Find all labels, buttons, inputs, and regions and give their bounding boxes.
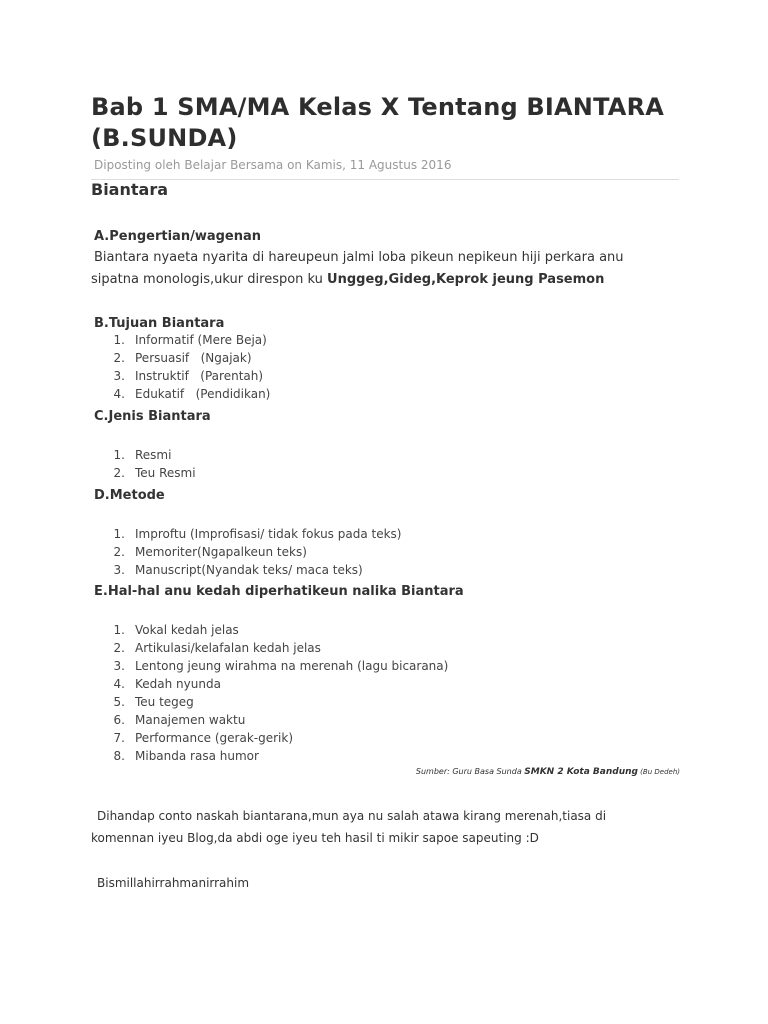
- list-item-number: 1.: [113, 448, 125, 462]
- list-item-text: Lentong jeung wirahma na merenah (lagu bicarana): [135, 659, 449, 673]
- list-item: [103, 525, 401, 543]
- list-item-number: 1.: [113, 527, 125, 541]
- meta-divider: [91, 179, 679, 180]
- source-suffix: (Bu Dedeh): [637, 768, 680, 776]
- list-item-text: Artikulasi/kelafalan kedah jelas: [135, 641, 321, 655]
- jenis-list: [103, 446, 196, 482]
- list-item: [103, 729, 448, 747]
- bismillah-line: Bismillahirrahmanirrahim: [97, 876, 250, 890]
- tujuan-list: [103, 331, 270, 403]
- list-item-text: Persuasif (Ngajak): [135, 351, 252, 365]
- list-item: [103, 747, 448, 765]
- list-item-number: 4.: [113, 387, 125, 401]
- list-item: [103, 711, 448, 729]
- post-title: Bab 1 SMA/MA Kelas X Tentang BIANTARA (B.SUNDA): [91, 93, 665, 152]
- list-item-text: Instruktif (Parentah): [135, 369, 264, 383]
- list-item-number: 6.: [113, 713, 125, 727]
- list-item-text: Manajemen waktu: [135, 713, 246, 727]
- list-item-number: 2.: [113, 351, 125, 365]
- closing-paragraph: [91, 805, 671, 849]
- closing-text: Dihandap conto naskah biantarana,mun aya nu salah atawa kirang merenah,tiasa di komennan iyeu Blog,da abdi oge iyeu teh hasil ti mikir sapoe sapeuting :D: [91, 809, 607, 845]
- pengertian-text: Biantara nyaeta nyarita di hareupeun jalmi loba pikeun nepikeun hiji perkara anu sipatna monologis,ukur direspon ku: [91, 250, 624, 287]
- list-item-number: 3.: [113, 369, 125, 383]
- source-note: [416, 767, 680, 777]
- list-item-number: 3.: [113, 659, 125, 673]
- metode-list: [103, 525, 401, 579]
- hal-hal-list: [103, 621, 448, 765]
- list-item-number: 2.: [113, 545, 125, 559]
- list-item: [103, 385, 270, 403]
- list-item: [103, 639, 448, 657]
- list-item: [103, 367, 270, 385]
- list-item-text: Teu tegeg: [135, 695, 194, 709]
- source-prefix: Sumber: Guru Basa Sunda: [415, 767, 525, 776]
- list-item-text: Informatif (Mere Beja): [135, 333, 267, 347]
- list-item-number: 5.: [113, 695, 125, 709]
- paragraph-pengertian: [91, 247, 671, 291]
- list-item: [103, 349, 270, 367]
- list-item: [103, 657, 448, 675]
- list-item-text: Mibanda rasa humor: [135, 749, 259, 763]
- list-item: [103, 693, 448, 711]
- list-item: [103, 464, 196, 482]
- heading-jenis: C.Jenis Biantara: [94, 409, 211, 424]
- pengertian-bold: Unggeg,Gideg,Keprok jeung Pasemon: [327, 272, 605, 287]
- list-item-text: Memoriter(Ngapalkeun teks): [135, 545, 307, 559]
- list-item-text: Vokal kedah jelas: [135, 623, 239, 637]
- list-item-text: Improftu (Improfisasi/ tidak fokus pada teks): [135, 527, 402, 541]
- list-item-number: 3.: [113, 563, 125, 577]
- list-item: [103, 331, 270, 349]
- list-item-number: 8.: [113, 749, 125, 763]
- list-item-text: Manuscript(Nyandak teks/ maca teks): [135, 563, 363, 577]
- heading-metode: D.Metode: [94, 488, 165, 503]
- list-item: [103, 543, 401, 561]
- list-item-number: 2.: [113, 641, 125, 655]
- list-item: [103, 561, 401, 579]
- list-item-number: 2.: [113, 466, 125, 480]
- list-item-text: Teu Resmi: [135, 466, 196, 480]
- list-item: [103, 621, 448, 639]
- list-item-number: 1.: [113, 333, 125, 347]
- heading-pengertian: A.Pengertian/wagenan: [94, 229, 262, 244]
- list-item-text: Resmi: [135, 448, 172, 462]
- list-item: [103, 446, 196, 464]
- list-item-number: 4.: [113, 677, 125, 691]
- list-item-number: 1.: [113, 623, 125, 637]
- heading-hal-hal: E.Hal-hal anu kedah diperhatikeun nalika Biantara: [94, 584, 464, 599]
- list-item: [103, 675, 448, 693]
- section-title: Biantara: [91, 180, 168, 199]
- list-item-text: Performance (gerak-gerik): [135, 731, 294, 745]
- heading-tujuan: B.Tujuan Biantara: [94, 316, 225, 331]
- list-item-text: Edukatif (Pendidikan): [135, 387, 271, 401]
- source-school: SMKN 2 Kota Bandung: [524, 767, 638, 777]
- list-item-text: Kedah nyunda: [135, 677, 221, 691]
- post-meta: Diposting oleh Belajar Bersama on Kamis, 11 Agustus 2016: [94, 158, 452, 172]
- list-item-number: 7.: [113, 731, 125, 745]
